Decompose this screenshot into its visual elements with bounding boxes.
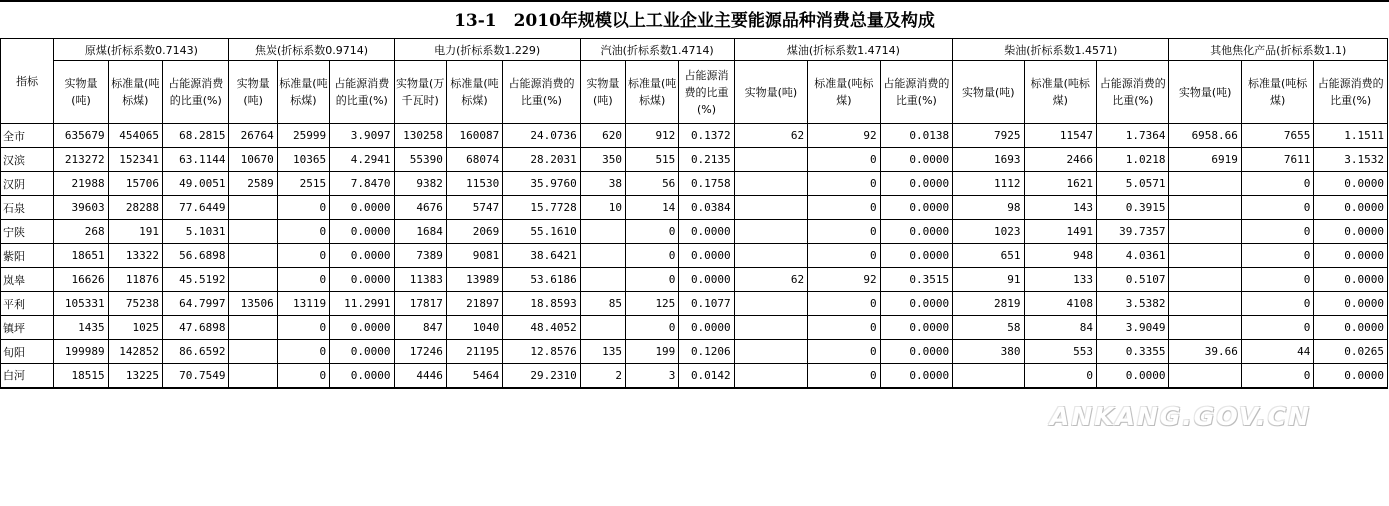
value-cell [1169, 220, 1241, 244]
value-cell: 0 [277, 244, 329, 268]
value-cell: 350 [580, 148, 625, 172]
value-cell: 44 [1241, 340, 1313, 364]
value-cell [229, 364, 277, 388]
value-cell: 38 [580, 172, 625, 196]
value-cell: 0.1077 [679, 292, 734, 316]
value-cell: 11383 [394, 268, 446, 292]
group-header-electricity: 电力(折标系数1.229) [394, 39, 580, 61]
value-cell: 0 [808, 292, 880, 316]
region-cell: 汉阴 [1, 172, 54, 196]
value-cell: 4108 [1024, 292, 1096, 316]
value-cell: 143 [1024, 196, 1096, 220]
value-cell: 4676 [394, 196, 446, 220]
watermark-logo: ANKANG.GOV.CN [1050, 402, 1312, 431]
value-cell: 152341 [108, 148, 162, 172]
value-cell: 3.1532 [1314, 148, 1388, 172]
value-cell: 28288 [108, 196, 162, 220]
value-cell: 0.0000 [1314, 220, 1388, 244]
table-row [1, 172, 1388, 196]
value-cell: 47.6898 [163, 316, 229, 340]
value-cell: 12.8576 [503, 340, 581, 364]
value-cell: 48.4052 [503, 316, 581, 340]
value-cell: 58 [953, 316, 1024, 340]
value-cell: 3 [625, 364, 678, 388]
value-cell: 2069 [446, 220, 502, 244]
region-cell: 白河 [1, 364, 54, 388]
table-row [1, 364, 1388, 388]
value-cell: 0.3515 [880, 268, 952, 292]
value-cell: 2589 [229, 172, 277, 196]
value-cell: 0 [808, 196, 880, 220]
value-cell: 0.0000 [880, 220, 952, 244]
sub-header: 实物量(吨) [229, 61, 277, 124]
value-cell: 125 [625, 292, 678, 316]
value-cell: 0 [1024, 364, 1096, 388]
value-cell [734, 172, 807, 196]
value-cell: 0 [808, 220, 880, 244]
value-cell: 0 [625, 220, 678, 244]
value-cell: 18.8593 [503, 292, 581, 316]
value-cell: 92 [808, 124, 880, 148]
value-cell: 62 [734, 124, 807, 148]
table-row [1, 124, 1388, 148]
value-cell: 0 [808, 316, 880, 340]
value-cell: 105331 [54, 292, 108, 316]
value-cell: 86.6592 [163, 340, 229, 364]
value-cell: 1693 [953, 148, 1024, 172]
value-cell: 0.0000 [1314, 316, 1388, 340]
value-cell: 0.0000 [1314, 364, 1388, 388]
table-row [1, 148, 1388, 172]
value-cell: 0.0265 [1314, 340, 1388, 364]
value-cell: 651 [953, 244, 1024, 268]
value-cell: 454065 [108, 124, 162, 148]
value-cell: 16626 [54, 268, 108, 292]
value-cell: 380 [953, 340, 1024, 364]
energy-consumption-table [0, 38, 1388, 389]
value-cell: 847 [394, 316, 446, 340]
value-cell: 7.8470 [330, 172, 394, 196]
value-cell: 515 [625, 148, 678, 172]
value-cell: 29.2310 [503, 364, 581, 388]
value-cell: 10670 [229, 148, 277, 172]
value-cell: 2819 [953, 292, 1024, 316]
value-cell: 68074 [446, 148, 502, 172]
region-cell: 紫阳 [1, 244, 54, 268]
value-cell: 10365 [277, 148, 329, 172]
value-cell: 0.1758 [679, 172, 734, 196]
value-cell: 15.7728 [503, 196, 581, 220]
value-cell: 15706 [108, 172, 162, 196]
sub-header: 标准量(吨标煤) [277, 61, 329, 124]
value-cell: 0.0000 [1314, 292, 1388, 316]
group-header-coke: 焦炭(折标系数0.9714) [229, 39, 394, 61]
value-cell: 11530 [446, 172, 502, 196]
value-cell: 1025 [108, 316, 162, 340]
region-cell: 宁陕 [1, 220, 54, 244]
value-cell: 21897 [446, 292, 502, 316]
value-cell: 53.6186 [503, 268, 581, 292]
value-cell: 0.0000 [880, 364, 952, 388]
value-cell: 0.0000 [330, 268, 394, 292]
value-cell [229, 244, 277, 268]
value-cell: 0 [808, 172, 880, 196]
value-cell: 98 [953, 196, 1024, 220]
sub-header: 占能源消费的比重(%) [1314, 61, 1388, 124]
value-cell: 135 [580, 340, 625, 364]
value-cell [734, 148, 807, 172]
value-cell: 0.0000 [880, 148, 952, 172]
sub-header: 标准量(吨标煤) [808, 61, 880, 124]
value-cell: 0.0000 [679, 316, 734, 340]
sub-header: 占能源消费的比重(%) [503, 61, 581, 124]
value-cell: 0.3355 [1096, 340, 1168, 364]
value-cell: 25999 [277, 124, 329, 148]
value-cell: 142852 [108, 340, 162, 364]
value-cell: 199989 [54, 340, 108, 364]
value-cell: 3.9097 [330, 124, 394, 148]
value-cell [229, 316, 277, 340]
value-cell: 13989 [446, 268, 502, 292]
value-cell: 2 [580, 364, 625, 388]
sub-header: 占能源消费的比重(%) [679, 61, 734, 124]
value-cell: 84 [1024, 316, 1096, 340]
value-cell: 70.7549 [163, 364, 229, 388]
value-cell: 948 [1024, 244, 1096, 268]
value-cell: 268 [54, 220, 108, 244]
value-cell: 1.1511 [1314, 124, 1388, 148]
value-cell: 5.0571 [1096, 172, 1168, 196]
value-cell: 912 [625, 124, 678, 148]
value-cell: 0.0000 [330, 340, 394, 364]
table-row [1, 316, 1388, 340]
value-cell: 0.0000 [679, 220, 734, 244]
sub-header: 占能源消费的比重(%) [1096, 61, 1168, 124]
value-cell [734, 292, 807, 316]
value-cell: 7655 [1241, 124, 1313, 148]
value-cell: 4.2941 [330, 148, 394, 172]
value-cell: 75238 [108, 292, 162, 316]
value-cell: 6919 [1169, 148, 1241, 172]
sub-header: 标准量(吨标煤) [446, 61, 502, 124]
value-cell: 39603 [54, 196, 108, 220]
value-cell: 199 [625, 340, 678, 364]
sub-header: 占能源消费的比重(%) [330, 61, 394, 124]
value-cell: 0 [277, 316, 329, 340]
value-cell: 0 [1241, 244, 1313, 268]
value-cell: 0 [1241, 196, 1313, 220]
value-cell [1169, 364, 1241, 388]
value-cell: 45.5192 [163, 268, 229, 292]
value-cell [1169, 292, 1241, 316]
value-cell [734, 244, 807, 268]
value-cell: 0 [1241, 268, 1313, 292]
value-cell: 13119 [277, 292, 329, 316]
value-cell [734, 364, 807, 388]
sub-header: 实物量(吨) [953, 61, 1024, 124]
value-cell: 0 [1241, 316, 1313, 340]
value-cell: 10 [580, 196, 625, 220]
value-cell: 0.3915 [1096, 196, 1168, 220]
sub-header: 实物量(吨) [54, 61, 108, 124]
value-cell: 0 [625, 268, 678, 292]
value-cell [1169, 268, 1241, 292]
value-cell [734, 340, 807, 364]
value-cell: 1023 [953, 220, 1024, 244]
region-cell: 汉滨 [1, 148, 54, 172]
group-header-gasoline: 汽油(折标系数1.4714) [580, 39, 734, 61]
value-cell: 4446 [394, 364, 446, 388]
value-cell: 7389 [394, 244, 446, 268]
value-cell: 6958.66 [1169, 124, 1241, 148]
region-cell: 岚皋 [1, 268, 54, 292]
table-row [1, 268, 1388, 292]
value-cell: 26764 [229, 124, 277, 148]
sub-header: 标准量(吨标煤) [1241, 61, 1313, 124]
value-cell: 68.2815 [163, 124, 229, 148]
value-cell: 1621 [1024, 172, 1096, 196]
value-cell: 0 [808, 340, 880, 364]
value-cell: 0.0000 [330, 364, 394, 388]
value-cell: 0.0000 [1314, 196, 1388, 220]
region-cell: 石泉 [1, 196, 54, 220]
value-cell [953, 364, 1024, 388]
value-cell [229, 340, 277, 364]
value-cell: 0.0000 [1314, 268, 1388, 292]
table-row [1, 292, 1388, 316]
value-cell [1169, 316, 1241, 340]
group-header-kerosene: 煤油(折标系数1.4714) [734, 39, 952, 61]
value-cell: 1684 [394, 220, 446, 244]
value-cell: 49.0051 [163, 172, 229, 196]
header-sub-row [1, 61, 1388, 124]
value-cell: 0 [277, 364, 329, 388]
value-cell: 56 [625, 172, 678, 196]
value-cell: 63.1144 [163, 148, 229, 172]
value-cell: 213272 [54, 148, 108, 172]
value-cell: 0.0000 [679, 268, 734, 292]
sub-header: 实物量(吨) [734, 61, 807, 124]
value-cell: 0 [1241, 292, 1313, 316]
value-cell: 4.0361 [1096, 244, 1168, 268]
value-cell: 0.1372 [679, 124, 734, 148]
value-cell: 0.0000 [880, 172, 952, 196]
value-cell [229, 196, 277, 220]
value-cell: 0.0000 [1314, 172, 1388, 196]
value-cell [734, 220, 807, 244]
value-cell: 1040 [446, 316, 502, 340]
value-cell: 55390 [394, 148, 446, 172]
value-cell: 18651 [54, 244, 108, 268]
header-group-row [1, 39, 1388, 61]
value-cell: 0 [1241, 364, 1313, 388]
value-cell: 55.1610 [503, 220, 581, 244]
value-cell: 1.7364 [1096, 124, 1168, 148]
value-cell: 0.0000 [880, 196, 952, 220]
page-title: 13-1 2010年规模以上工业企业主要能源品种消费总量及构成 [0, 0, 1389, 38]
value-cell: 0.0000 [880, 244, 952, 268]
value-cell: 38.6421 [503, 244, 581, 268]
value-cell: 5.1031 [163, 220, 229, 244]
value-cell: 0 [277, 220, 329, 244]
value-cell: 553 [1024, 340, 1096, 364]
region-cell: 旬阳 [1, 340, 54, 364]
value-cell [1169, 244, 1241, 268]
value-cell: 9081 [446, 244, 502, 268]
value-cell: 133 [1024, 268, 1096, 292]
sub-header: 标准量(吨标煤) [625, 61, 678, 124]
value-cell: 0.0138 [880, 124, 952, 148]
value-cell: 1112 [953, 172, 1024, 196]
value-cell: 0 [277, 196, 329, 220]
value-cell: 0.2135 [679, 148, 734, 172]
value-cell: 7611 [1241, 148, 1313, 172]
value-cell: 17246 [394, 340, 446, 364]
value-cell [229, 220, 277, 244]
value-cell [580, 220, 625, 244]
value-cell [580, 268, 625, 292]
value-cell: 0 [625, 244, 678, 268]
table-row [1, 220, 1388, 244]
value-cell: 13506 [229, 292, 277, 316]
group-header-raw-coal: 原煤(折标系数0.7143) [54, 39, 229, 61]
value-cell: 0 [808, 244, 880, 268]
value-cell: 24.0736 [503, 124, 581, 148]
value-cell [229, 268, 277, 292]
value-cell: 1491 [1024, 220, 1096, 244]
value-cell: 0 [625, 316, 678, 340]
index-header: 指标 [1, 39, 54, 124]
value-cell: 0.0000 [1314, 244, 1388, 268]
value-cell [734, 196, 807, 220]
region-cell: 镇坪 [1, 316, 54, 340]
sub-header: 实物量(吨) [580, 61, 625, 124]
sub-header: 标准量(吨标煤) [1024, 61, 1096, 124]
value-cell: 0.0000 [679, 244, 734, 268]
value-cell [580, 244, 625, 268]
value-cell: 2515 [277, 172, 329, 196]
value-cell: 191 [108, 220, 162, 244]
value-cell: 1435 [54, 316, 108, 340]
value-cell: 0.0000 [880, 340, 952, 364]
value-cell: 39.66 [1169, 340, 1241, 364]
value-cell: 0 [1241, 172, 1313, 196]
value-cell: 0 [1241, 220, 1313, 244]
value-cell: 13322 [108, 244, 162, 268]
table-row [1, 196, 1388, 220]
value-cell: 0.0000 [330, 244, 394, 268]
value-cell: 64.7997 [163, 292, 229, 316]
value-cell: 0.5107 [1096, 268, 1168, 292]
value-cell: 28.2031 [503, 148, 581, 172]
value-cell: 21195 [446, 340, 502, 364]
value-cell: 77.6449 [163, 196, 229, 220]
value-cell: 17817 [394, 292, 446, 316]
value-cell: 91 [953, 268, 1024, 292]
value-cell: 18515 [54, 364, 108, 388]
value-cell: 620 [580, 124, 625, 148]
region-cell: 全市 [1, 124, 54, 148]
value-cell: 0.0384 [679, 196, 734, 220]
value-cell: 14 [625, 196, 678, 220]
value-cell [580, 316, 625, 340]
value-cell: 11876 [108, 268, 162, 292]
value-cell: 7925 [953, 124, 1024, 148]
sub-header: 占能源消费的比重(%) [880, 61, 952, 124]
value-cell: 0.1206 [679, 340, 734, 364]
value-cell: 11547 [1024, 124, 1096, 148]
value-cell: 635679 [54, 124, 108, 148]
value-cell: 35.9760 [503, 172, 581, 196]
value-cell: 0.0000 [330, 316, 394, 340]
value-cell: 3.5382 [1096, 292, 1168, 316]
value-cell: 5747 [446, 196, 502, 220]
value-cell: 13225 [108, 364, 162, 388]
sub-header: 实物量(吨) [1169, 61, 1241, 124]
value-cell: 11.2991 [330, 292, 394, 316]
value-cell: 130258 [394, 124, 446, 148]
value-cell: 0.0000 [880, 292, 952, 316]
region-cell: 平利 [1, 292, 54, 316]
value-cell: 21988 [54, 172, 108, 196]
value-cell: 0.0142 [679, 364, 734, 388]
sub-header: 标准量(吨标煤) [108, 61, 162, 124]
table-row [1, 340, 1388, 364]
value-cell: 0.0000 [330, 196, 394, 220]
value-cell [734, 316, 807, 340]
value-cell: 3.9049 [1096, 316, 1168, 340]
value-cell: 56.6898 [163, 244, 229, 268]
value-cell: 92 [808, 268, 880, 292]
value-cell: 0.0000 [1096, 364, 1168, 388]
sub-header: 实物量(万千瓦时) [394, 61, 446, 124]
value-cell: 39.7357 [1096, 220, 1168, 244]
sub-header: 占能源消费的比重(%) [163, 61, 229, 124]
value-cell: 160087 [446, 124, 502, 148]
value-cell: 5464 [446, 364, 502, 388]
group-header-other-coking: 其他焦化产品(折标系数1.1) [1169, 39, 1388, 61]
value-cell: 0 [277, 340, 329, 364]
table-row [1, 244, 1388, 268]
table-body [1, 124, 1388, 388]
value-cell: 1.0218 [1096, 148, 1168, 172]
value-cell: 9382 [394, 172, 446, 196]
value-cell: 0.0000 [330, 220, 394, 244]
value-cell: 0.0000 [880, 316, 952, 340]
group-header-diesel: 柴油(折标系数1.4571) [953, 39, 1169, 61]
value-cell: 0 [277, 268, 329, 292]
value-cell: 62 [734, 268, 807, 292]
value-cell: 2466 [1024, 148, 1096, 172]
value-cell: 85 [580, 292, 625, 316]
value-cell: 0 [808, 364, 880, 388]
value-cell [1169, 172, 1241, 196]
value-cell [1169, 196, 1241, 220]
value-cell: 0 [808, 148, 880, 172]
